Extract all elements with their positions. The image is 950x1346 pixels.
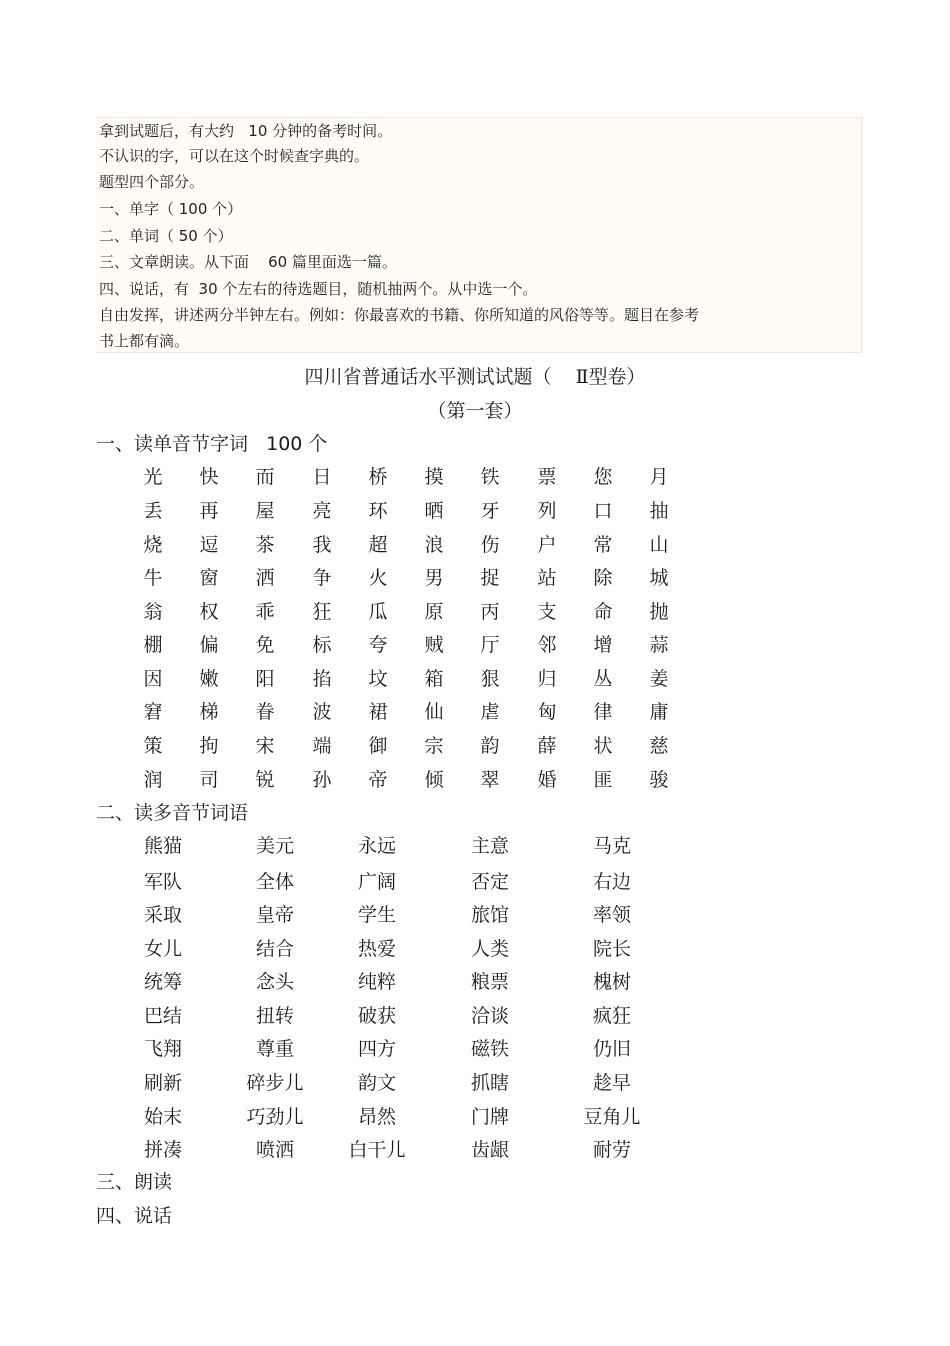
- single-char: 牛: [143, 567, 163, 589]
- single-char: 梯: [199, 701, 219, 723]
- multi-syllable-word: 女儿: [143, 938, 182, 960]
- single-char: 城: [649, 567, 669, 589]
- multi-syllable-word: 扭转: [255, 1005, 294, 1027]
- multi-syllable-word: 全体: [255, 871, 294, 893]
- single-char: 夸: [368, 634, 388, 656]
- single-char: 茶: [255, 534, 275, 556]
- page-subtitle: （第一套）: [427, 400, 523, 422]
- multi-syllable-word: 巧劲儿: [246, 1106, 304, 1128]
- multi-syllable-word: 马克: [592, 835, 631, 857]
- single-char: 仙: [424, 701, 444, 723]
- single-char: 桥: [368, 466, 388, 488]
- single-char: 翁: [143, 601, 163, 623]
- single-char: 骏: [649, 769, 669, 791]
- single-char: 帝: [368, 769, 388, 791]
- single-char: 乖: [255, 601, 275, 623]
- single-char: 窘: [143, 701, 163, 723]
- multi-syllable-word: 学生: [357, 904, 396, 926]
- multi-syllable-word: 趁早: [592, 1072, 631, 1094]
- multi-syllable-word: 飞翔: [143, 1038, 182, 1060]
- multi-syllable-word: 白干儿: [348, 1139, 406, 1161]
- instruction-line: 题型四个部分。: [99, 173, 205, 191]
- single-char: 瓜: [368, 601, 388, 623]
- single-char: 润: [143, 769, 163, 791]
- single-char: 快: [199, 466, 219, 488]
- single-char: 抽: [649, 500, 669, 522]
- multi-syllable-word: 疯狂: [592, 1005, 631, 1027]
- single-char: 抛: [649, 601, 669, 623]
- single-char: 男: [424, 567, 444, 589]
- single-char: 御: [368, 735, 388, 757]
- single-char: 火: [368, 567, 388, 589]
- single-char: 山: [649, 534, 669, 556]
- single-char: 归: [537, 668, 557, 690]
- single-char: 权: [199, 601, 219, 623]
- multi-syllable-word: 永远: [357, 835, 396, 857]
- single-char: 月: [649, 466, 669, 488]
- single-char: 逗: [199, 534, 219, 556]
- single-char: 晒: [424, 500, 444, 522]
- single-char: 伤: [480, 534, 500, 556]
- single-char: 摸: [424, 466, 444, 488]
- single-char: 牙: [480, 500, 500, 522]
- single-char: 邻: [537, 634, 557, 656]
- single-char: 丢: [143, 500, 163, 522]
- multi-syllable-word: 院长: [592, 938, 631, 960]
- multi-syllable-word: 军队: [143, 871, 182, 893]
- section-3-heading: 三、朗读: [96, 1171, 173, 1193]
- single-char: 票: [537, 466, 557, 488]
- single-char: 丙: [480, 601, 500, 623]
- single-char: 列: [537, 500, 557, 522]
- single-char: 亮: [312, 500, 332, 522]
- multi-syllable-word: 率领: [592, 904, 631, 926]
- single-char: 捉: [480, 567, 500, 589]
- multi-syllable-word: 统筹: [143, 971, 182, 993]
- section-2-heading: 二、读多音节词语: [96, 802, 249, 824]
- single-char: 光: [143, 466, 163, 488]
- multi-syllable-word: 纯粹: [357, 971, 396, 993]
- single-char: 而: [255, 466, 275, 488]
- single-char: 拘: [199, 735, 219, 757]
- single-char: 匈: [537, 701, 557, 723]
- single-char: 铁: [480, 466, 500, 488]
- single-char: 原: [424, 601, 444, 623]
- single-char: 司: [199, 769, 219, 791]
- multi-syllable-word: 碎步儿: [246, 1072, 304, 1094]
- single-char: 庸: [649, 701, 669, 723]
- multi-syllable-word: 巴结: [143, 1005, 182, 1027]
- instruction-line: 拿到试题后，有大约 10 分钟的备考时间。: [99, 122, 393, 140]
- single-char: 因: [143, 668, 163, 690]
- single-char: 端: [312, 735, 332, 757]
- instruction-line: 二、单词（ 50 个）: [99, 227, 233, 245]
- multi-syllable-word: 喷洒: [255, 1139, 294, 1161]
- single-char: 窗: [199, 567, 219, 589]
- multi-syllable-word: 旅馆: [470, 904, 509, 926]
- multi-syllable-word: 耐劳: [592, 1139, 631, 1161]
- single-char: 蒜: [649, 634, 669, 656]
- single-char: 贼: [424, 634, 444, 656]
- single-char: 再: [199, 500, 219, 522]
- instruction-line: 自由发挥，讲述两分半钟左右。例如：你最喜欢的书籍、你所知道的风俗等等。题目在参考: [99, 306, 700, 324]
- multi-syllable-word: 尊重: [255, 1038, 294, 1060]
- multi-syllable-word: 齿龈: [470, 1139, 509, 1161]
- multi-syllable-word: 熊猫: [143, 835, 182, 857]
- instruction-line: 不认识的字，可以在这个时候查字典的。: [99, 147, 370, 165]
- single-char: 您: [593, 466, 613, 488]
- instruction-line: 书上都有滴。: [99, 332, 190, 350]
- single-char: 姜: [649, 668, 669, 690]
- single-char: 韵: [480, 735, 500, 757]
- single-char: 锐: [255, 769, 275, 791]
- single-char: 超: [368, 534, 388, 556]
- multi-syllable-word: 门牌: [470, 1106, 509, 1128]
- instruction-line: 一、单字（ 100 个）: [99, 200, 243, 218]
- single-char: 洒: [255, 567, 275, 589]
- single-char: 我: [312, 534, 332, 556]
- single-char: 日: [312, 466, 332, 488]
- multi-syllable-word: 刷新: [143, 1072, 182, 1094]
- single-char: 免: [255, 634, 275, 656]
- multi-syllable-word: 洽谈: [470, 1005, 509, 1027]
- single-char: 慈: [649, 735, 669, 757]
- single-char: 宋: [255, 735, 275, 757]
- section-1-heading: 一、读单音节字词 100 个: [96, 433, 328, 455]
- single-char: 标: [312, 634, 332, 656]
- single-char: 狠: [480, 668, 500, 690]
- multi-syllable-word: 右边: [592, 871, 631, 893]
- single-char: 争: [312, 567, 332, 589]
- single-char: 偏: [199, 634, 219, 656]
- single-char: 棚: [143, 634, 163, 656]
- single-char: 裙: [368, 701, 388, 723]
- multi-syllable-word: 广阔: [357, 871, 396, 893]
- multi-syllable-word: 否定: [470, 871, 509, 893]
- multi-syllable-word: 韵文: [357, 1072, 396, 1094]
- single-char: 屋: [255, 500, 275, 522]
- multi-syllable-word: 始末: [143, 1106, 182, 1128]
- single-char: 箱: [424, 668, 444, 690]
- single-char: 状: [593, 735, 613, 757]
- multi-syllable-word: 四方: [357, 1038, 396, 1060]
- instruction-line: 四、说话，有 30 个左右的待选题目，随机抽两个。从中选一个。: [99, 280, 538, 298]
- single-char: 命: [593, 601, 613, 623]
- page-title: 四川省普通话水平测试试题（ Ⅱ型卷）: [304, 366, 646, 388]
- multi-syllable-word: 主意: [470, 835, 509, 857]
- single-char: 波: [312, 701, 332, 723]
- single-char: 匪: [593, 769, 613, 791]
- multi-syllable-word: 美元: [255, 835, 294, 857]
- multi-syllable-word: 粮票: [470, 971, 509, 993]
- multi-syllable-word: 破获: [357, 1005, 396, 1027]
- single-char: 户: [537, 534, 557, 556]
- single-char: 厅: [480, 634, 500, 656]
- single-char: 婚: [537, 769, 557, 791]
- single-char: 坟: [368, 668, 388, 690]
- single-char: 倾: [424, 769, 444, 791]
- multi-syllable-word: 豆角儿: [583, 1106, 641, 1128]
- single-char: 浪: [424, 534, 444, 556]
- multi-syllable-word: 念头: [255, 971, 294, 993]
- single-char: 烧: [143, 534, 163, 556]
- single-char: 孙: [312, 769, 332, 791]
- section-4-heading: 四、说话: [96, 1205, 173, 1227]
- multi-syllable-word: 皇帝: [255, 904, 294, 926]
- single-char: 常: [593, 534, 613, 556]
- multi-syllable-word: 昂然: [357, 1106, 396, 1128]
- single-char: 阳: [255, 668, 275, 690]
- single-char: 薛: [537, 735, 557, 757]
- instruction-line: 三、文章朗读。从下面 60 篇里面选一篇。: [99, 253, 397, 271]
- single-char: 环: [368, 500, 388, 522]
- single-char: 翠: [480, 769, 500, 791]
- multi-syllable-word: 拼凑: [143, 1139, 182, 1161]
- single-char: 丛: [593, 668, 613, 690]
- single-char: 律: [593, 701, 613, 723]
- multi-syllable-word: 抓瞎: [470, 1072, 509, 1094]
- multi-syllable-word: 结合: [255, 938, 294, 960]
- single-char: 支: [537, 601, 557, 623]
- multi-syllable-word: 槐树: [592, 971, 631, 993]
- single-char: 站: [537, 567, 557, 589]
- single-char: 眷: [255, 701, 275, 723]
- multi-syllable-word: 热爱: [357, 938, 396, 960]
- single-char: 宗: [424, 735, 444, 757]
- multi-syllable-word: 采取: [143, 904, 182, 926]
- single-char: 增: [593, 634, 613, 656]
- single-char: 狂: [312, 601, 332, 623]
- multi-syllable-word: 仍旧: [592, 1038, 631, 1060]
- single-char: 嫩: [199, 668, 219, 690]
- single-char: 策: [143, 735, 163, 757]
- single-char: 掐: [312, 668, 332, 690]
- single-char: 除: [593, 567, 613, 589]
- single-char: 口: [593, 500, 613, 522]
- multi-syllable-word: 人类: [470, 938, 509, 960]
- single-char: 虐: [480, 701, 500, 723]
- multi-syllable-word: 磁铁: [470, 1038, 509, 1060]
